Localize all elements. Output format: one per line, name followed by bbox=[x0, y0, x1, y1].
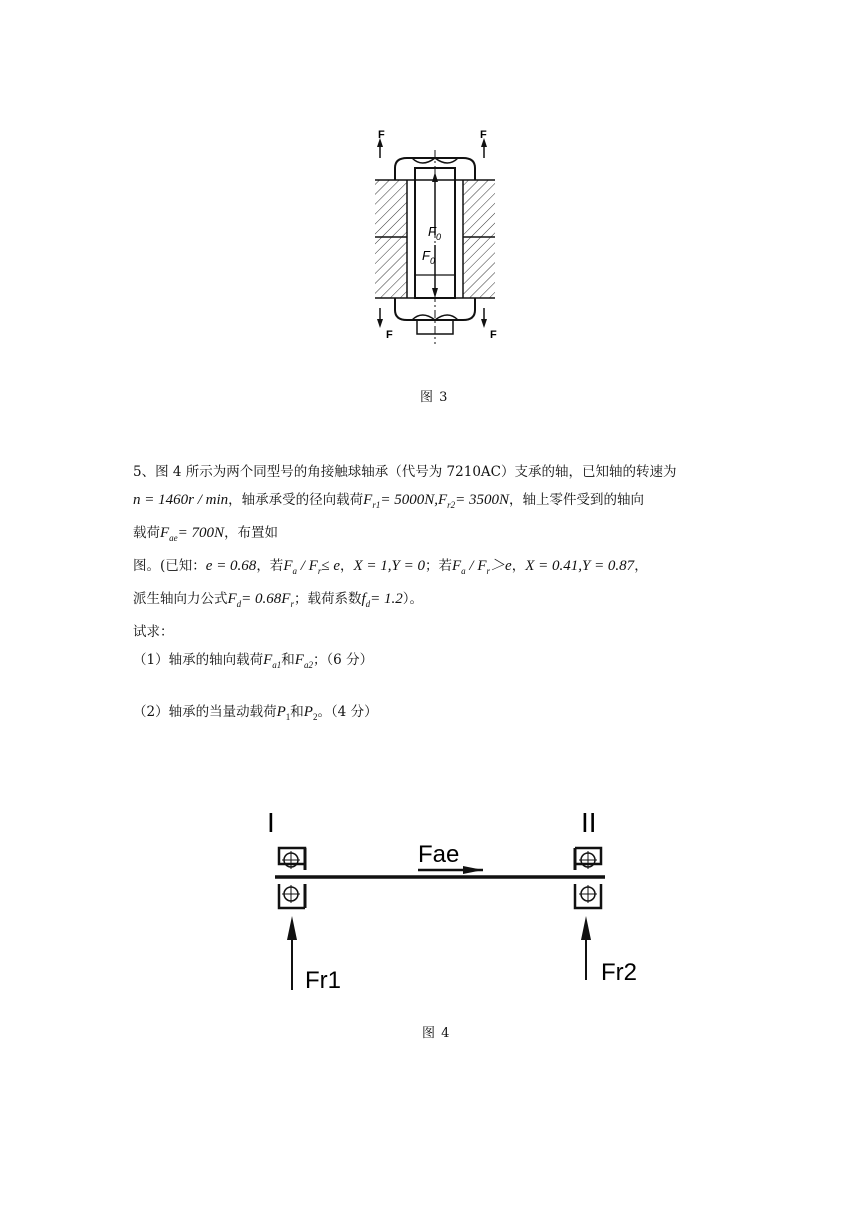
figure-4-caption: 图 4 bbox=[422, 1026, 451, 1041]
fae-label: Fae bbox=[418, 841, 460, 868]
figure-4-bearing-diagram bbox=[255, 790, 675, 1010]
fr1-label: Fr1 bbox=[305, 967, 341, 994]
problem-line-1: 5、图 4 所示为两个同型号的角接触球轴承（代号为 7210AC）支承的轴，已知轴的转速为 bbox=[133, 464, 677, 480]
question-1: （1）轴承的轴向载荷$F_{a1}$和$F_{a2}$；（6 分） bbox=[133, 652, 374, 670]
f0-lower-label: $F_0$ bbox=[422, 248, 435, 266]
problem-statement bbox=[133, 458, 753, 646]
figure-3-caption: 图 3 bbox=[420, 390, 449, 405]
problem-line-3: 载荷$F_{ae}= 700N$，布置如 bbox=[133, 525, 279, 543]
f-top-left-label: F bbox=[378, 129, 385, 141]
f-top-right-label: F bbox=[480, 129, 487, 141]
f-bottom-right-label: F bbox=[490, 329, 497, 341]
problem-ask: 试求： bbox=[133, 624, 174, 640]
problem-line-5: 派生轴向力公式$F_d= 0.68F_r$；载荷系数$f_d= 1.2$）。 bbox=[133, 591, 424, 609]
problem-line-2: n = 1460r / min，轴承承受的径向载荷$F_{r1}= 5000N,F_{r2}= 3500N$，轴上零件受到的轴向 bbox=[133, 492, 645, 510]
bearing-II-label: II bbox=[581, 807, 597, 838]
f-bottom-left-label: F bbox=[386, 329, 393, 341]
f0-upper-label: $F_0$ bbox=[428, 224, 441, 242]
fr2-label: Fr2 bbox=[601, 959, 637, 986]
question-2: （2）轴承的当量动载荷$P_1$和$P_2$。（4 分） bbox=[133, 704, 378, 722]
problem-line-4: 图。(已知：e = 0.68，若$F_a / F_r\le e$，X = 1,Y = 0；若$F_a / F_r>e$，X = 0.41,Y = 0.87， bbox=[133, 558, 648, 576]
bearing-I-label: I bbox=[267, 807, 275, 838]
figure-3-bolt-diagram bbox=[360, 120, 510, 350]
